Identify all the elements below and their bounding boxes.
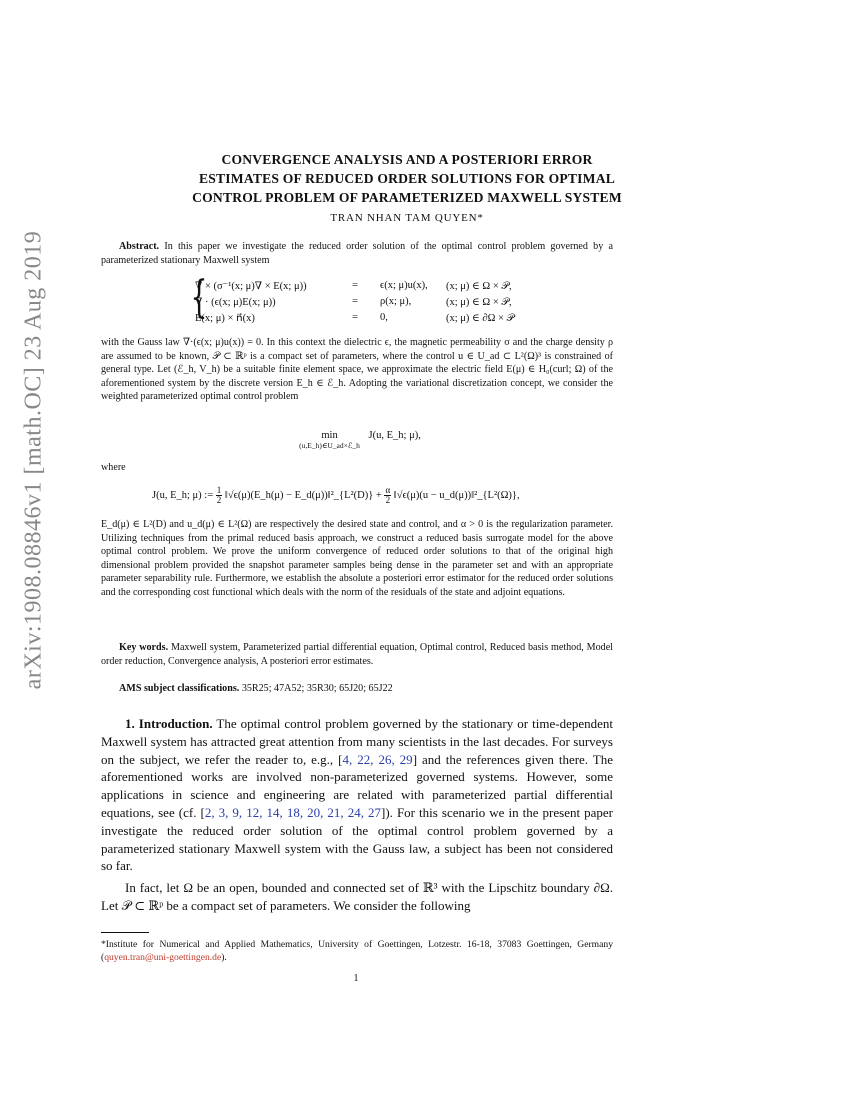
intro-para-1 (101, 715, 613, 875)
system-dom-2: (x; μ) ∈ Ω × 𝒫, (446, 297, 512, 308)
where-label: where (101, 462, 126, 473)
paper-title (100, 150, 714, 207)
abstract-label: Abstract. (119, 241, 160, 252)
citation-link[interactable]: 4, 22, 26, 29 (342, 751, 413, 767)
title-line-1: CONVERGENCE ANALYSIS AND A POSTERIORI ERROR (221, 152, 593, 167)
citation-link[interactable]: 2, 3, 9, 12, 14, 18, 20, 21, 24, 27 (204, 804, 381, 820)
system-dom-1: (x; μ) ∈ Ω × 𝒫, (446, 281, 512, 292)
keywords-label: Key words. (119, 642, 169, 653)
intro-text-c: ]). For this scenario we in the present paper investigate the reduced order solution of the optimal control problem governed by a parameterized stationary Maxwell system with the Gauss law, a subject has been not considered so far. (101, 804, 613, 874)
abstract-para-3: E_d(μ) ∈ L²(D) and u_d(μ) ∈ L²(Ω) are respectively the desired state and control, and α > 0 is the regularization parameter. Utilizing techniques from the primal reduced basis approach, we construct a reduced basis surrogate model for the above optimal control problem. We prove the uniform convergence of reduced order solutions to that of the original high dimensional problem provided the snapshot parameter samples being dense in the parameter set and with an appropriate parameter separability rule. Furthermore, we establish the absolute a posteriori error estimator for the reduced order solutions and the corresponding cost functional which deals with the norm of the residuals of the state and adjoint equations. (101, 519, 613, 598)
system-brace: { (190, 272, 208, 323)
arxiv-sidebar (14, 230, 54, 690)
author: TRAN NHAN TAM QUYEN* (330, 212, 484, 224)
system-row-1 (195, 280, 307, 292)
fraction-alpha (384, 486, 391, 505)
system-eq-1: = (352, 280, 358, 291)
fraction-half (216, 486, 223, 505)
arxiv-id: arXiv:1908.08846v1 [math.OC] 23 Aug 2019 (20, 230, 47, 690)
page-number: 1 (353, 973, 359, 984)
ams-classification (101, 682, 613, 696)
cost-term-1: ‖√ϵ(μ)(E_h(μ) − E_d(μ))‖²_{L²(D)} + (224, 489, 382, 501)
footnote-end: ). (221, 952, 227, 963)
cost-lhs: J(u, E_h; μ) := (152, 489, 214, 501)
system-eq-3: = (352, 312, 358, 323)
frac1-den: 2 (216, 495, 222, 505)
system-dom-3: (x; μ) ∈ ∂Ω × 𝒫 (446, 313, 515, 324)
intro-text-b: ] and the references given there. The aforementioned works are involved non-parameterized governed systems. However, some applications in science and engineering are related with parameterized partial differential equations, see (cf. [ (101, 751, 614, 820)
footnote-rule (101, 932, 149, 933)
email-link[interactable]: quyen.tran@uni-goettingen.de (104, 952, 222, 963)
frac2-num: α (385, 485, 391, 495)
title-line-2: ESTIMATES OF REDUCED ORDER SOLUTIONS FOR OPTIMAL (199, 171, 615, 186)
system-eq-2: = (352, 296, 358, 307)
footnote-text: *Institute for Numerical and Applied Mathematics, University of Goettingen, Lotzestr. 16-18, 37083 Goettingen, Germany ( (101, 939, 613, 963)
cost-term-2: ‖√ϵ(μ)(u − u_d(μ))‖²_{L²(Ω)}, (393, 489, 520, 501)
frac1-num: 1 (216, 485, 222, 495)
abstract-intro-text: In this paper we investigate the reduced order solution of the optimal control problem governed by a parameterized stationary Maxwell system (101, 241, 613, 266)
footnote (101, 938, 613, 964)
system-lhs-2: ∇ · (ϵ(x; μ)E(x; μ)) (195, 297, 276, 308)
ams-label: AMS subject classifications. (119, 683, 240, 694)
system-lhs-3: E(x; μ) × n⃗(x) (195, 313, 255, 324)
min-subscript: (u,E_h)∈U_ad×ℰ_h (299, 441, 360, 450)
cost-functional (152, 486, 520, 505)
min-problem (280, 430, 440, 450)
system-rhs-3: 0, (380, 312, 388, 323)
title-line-3: CONTROL PROBLEM OF PARAMETERIZED MAXWELL SYSTEM (192, 190, 622, 205)
keywords (101, 641, 613, 668)
intro-para-2: In fact, let Ω be an open, bounded and connected set of ℝ³ with the Lipschitz boundary ∂Ω. Let 𝒫 ⊂ ℝᵖ be a compact set of parameters. We consider the following (101, 880, 613, 913)
keywords-text: Maxwell system, Parameterized partial differential equation, Optimal control, Reduced basis method, Model order reduction, Convergence analysis, A posteriori error estimates. (101, 642, 613, 667)
abstract-para-2: with the Gauss law ∇·(ϵ(x; μ)u(x)) = 0. In this context the dielectric ϵ, the magnetic permeability σ and the charge density ρ are assumed to be known, 𝒫 ⊂ ℝᵖ is a compact set of parameters, where the control u ∈ U_ad ⊂ L²(Ω)³ is constrained of general type. Let (ℰ_h, V_h) be a suitable finite element space, we approximate the electric field E(μ) ∈ H₀(curl; Ω) of the aforementioned system by the discrete version E_h ∈ ℰ_h. Adopting the variational discretization concept, we consider the weighted parameterized optimal control problem (101, 337, 613, 403)
system-rhs-2: ρ(x; μ), (380, 296, 412, 307)
min-operator: min (321, 430, 338, 441)
ams-text: 35R25; 47A52; 35R30; 65J20; 65J22 (241, 683, 393, 694)
min-expression: J(u, E_h; μ), (368, 430, 421, 441)
system-lhs-1: ∇ × (σ⁻¹(x; μ)∇ × E(x; μ)) (195, 281, 307, 292)
system-rhs-1: ϵ(x; μ)u(x), (380, 280, 428, 291)
section-heading: 1. Introduction. (125, 716, 213, 731)
frac2-den: 2 (385, 495, 391, 505)
abstract-intro (101, 240, 613, 267)
intro-text-a: The optimal control problem governed by the stationary or time-dependent Maxwell system has attracted great attention from many scientists in the last decades. For surveys on the subject, we refer the reader to, e.g., [ (101, 716, 613, 767)
